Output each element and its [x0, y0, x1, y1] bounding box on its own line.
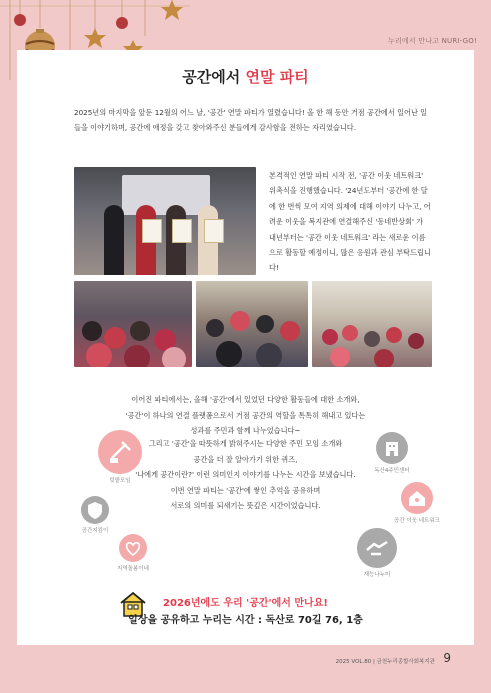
house-network-icon [401, 482, 433, 514]
group-icon-care: 지역돌봄이네 [108, 534, 158, 572]
paragraph-line: 그리고 '공간'을 따뜻하게 밝혀주시는 다양한 주민 모임 소개와 [148, 439, 343, 448]
group-icon-talent: 재능나누미 [350, 528, 404, 578]
presentation-screen [122, 175, 210, 215]
closing-invitation: 2026년에도 우리 '공간'에서 만나요! [163, 598, 328, 609]
section-tag: 누리에서 만나고 NURI-GO! [388, 37, 477, 45]
party-photo-3 [312, 281, 432, 367]
paragraph-line: 이번 연말 파티는 '공간'에 쌓인 추억을 공유하며 [170, 485, 321, 495]
closing-message [0, 594, 491, 626]
handshake-icon [357, 528, 397, 568]
paragraph-line: '공간'이 하나의 연결 플랫폼으로서 거점 공간의 역할을 톡톡히 해내고 있다는 [125, 410, 366, 420]
paragraph-line: 공간을 더 잘 알아가기 위한 퀴즈, [193, 454, 298, 464]
group-icon-center: 독산4주민센터 [362, 432, 422, 474]
group-icon-garden: 텃밭모임 [92, 430, 148, 484]
group-icon-network: 공간 이웃 네트워크 [392, 482, 442, 524]
party-photo-1 [74, 281, 192, 367]
paragraph-line: 서로의 의미를 되새기는 뜻깊은 시간이었습니다. [170, 501, 321, 510]
title-accent: 연말 파티 [245, 68, 309, 86]
intro-paragraph: 2025년의 마지막을 앞둔 12월의 어느 날, '공간' 연말 파티가 열렸습니다! 올 한 해 동안 거점 공간에서 일어난 일들을 이야기하며, 공간에 애정을 갖고 찾아와주신 분들에게 감사함을 전하는 자리였습니다. [74, 108, 428, 132]
ceremony-description: 본격적인 연말 파티 시작 전, '공간 이웃 네트워크' 위촉식을 진행했습니다. '24년도부터 '공간에 한 달에 한 번씩 모여 지역 의제에 대해 이야기 나누고, 어려운 이웃을 복지관에 연결해주신 '동네반상회' 가 내년부터는 '공간 이웃 네트워크' 라는 새로운 이름으로 활동할 예정이니, 많은 응원과 관심 부탁드립니다! [269, 171, 431, 273]
article-title [0, 66, 491, 87]
paragraph-line: 성과를 주민과 함께 나누었습니다~ [190, 426, 301, 435]
paragraph-line: '나에게 공간이란?' 이런 의미인지 이야기를 나누는 시간을 보냈습니다. [135, 470, 356, 479]
group-icon-guardian: 공간지킴이 [70, 496, 120, 534]
title-prefix: 공간에서 [182, 68, 241, 86]
paragraph-line: 이어진 파티에서는, 올해 '공간'에서 있었던 다양한 활동들에 대한 소개와, [131, 395, 360, 404]
page-number: 9 [443, 651, 451, 665]
garden-tools-icon [98, 430, 142, 474]
party-photo-2 [196, 281, 308, 367]
ceremony-photo [74, 167, 256, 275]
closing-address: 일상을 공유하고 누리는 시간 : 독산로 70길 76, 1층 [128, 615, 363, 626]
heart-hands-icon [119, 534, 147, 562]
shield-icon [81, 496, 109, 524]
building-icon [376, 432, 408, 464]
footer-issue: 2025 VOL.80 | 금천누리종합사회복지관 [335, 659, 435, 665]
